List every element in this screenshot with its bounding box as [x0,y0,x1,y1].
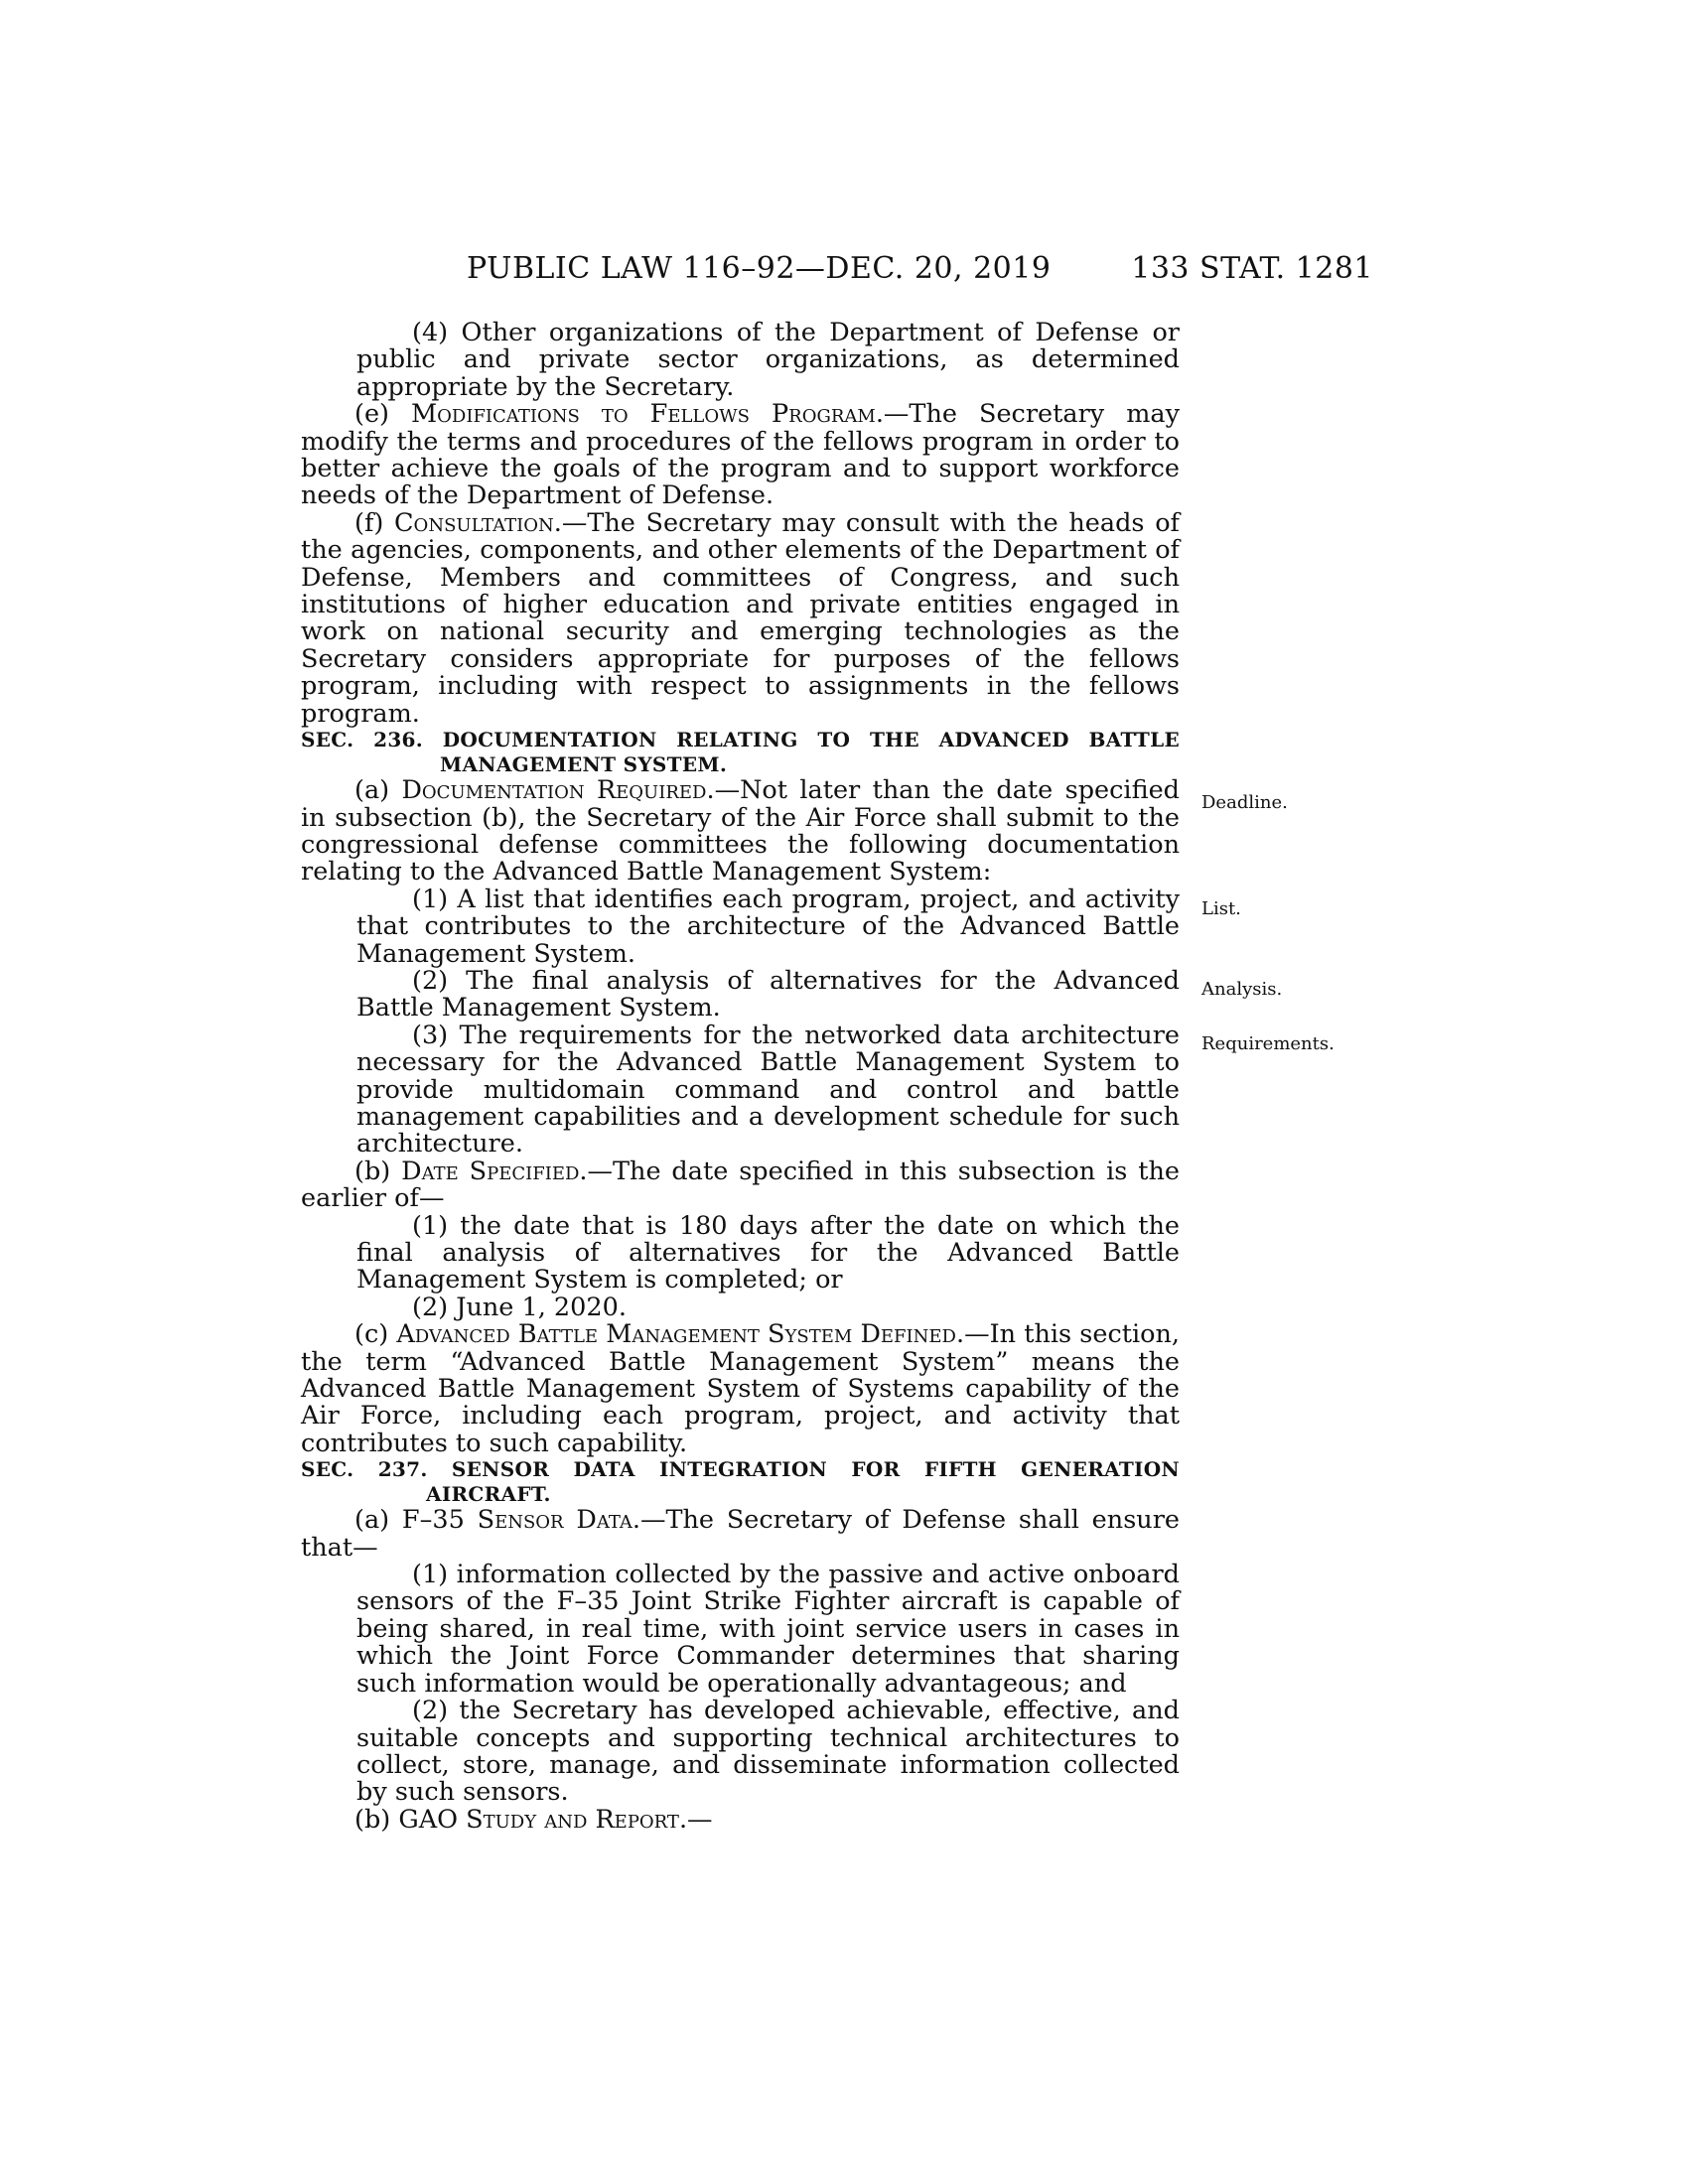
subsection-236-c: (c) Advanced Battle Management System Defined.—In this section, the term “Advanced Battle Management System” means the Advanced Battle Management System of Systems capability of the Air Force, including each program, project, and activity that contributes to such capability. [301,1319,1181,1458]
subsection-heading: GAO Study and Report [398,1804,679,1835]
paragraph-236-a3: (3) The requirements for the networked data architecture necessary for the Advanced Battle Management System to provide multidomain command and control and battle management capabilities and a development schedule for such architecture. [356,1020,1180,1160]
subsection-237-a: (a) F–35 Sensor Data.—The Secretary of Defense shall ensure that— [301,1505,1180,1563]
paragraph-d4: (4) Other organizations of the Department of Defense or public and private sector organizations, as determined appropriate by the Secretary. [356,318,1180,402]
subsection-heading: Documentation Required [401,775,707,806]
subsection-237-b: (b) GAO Study and Report.— [354,1804,713,1835]
margin-note-deadline: Deadline. [1201,792,1288,813]
paragraph-236-a2: (2) The final analysis of alternatives for the Advanced Battle Management System. [356,965,1180,1024]
subsection-heading: Modifications to Fellows Program [411,399,876,430]
margin-note-list: List. [1201,898,1241,919]
public-law-title: PUBLIC LAW 116–92—DEC. 20, 2019 [467,251,1052,286]
paragraph-237-a2: (2) the Secretary has developed achievable, effective, and suitable concepts and supporting technical architectures to collect, store, manage, and disseminate information collected by such sensors. [356,1696,1180,1808]
document-body [301,320,1180,1834]
section-236-heading: SEC. 236. DOCUMENTATION RELATING TO THE ADVANCED BATTLE MANAGEMENT SYSTEM. [301,728,1180,777]
section-237-heading: SEC. 237. SENSOR DATA INTEGRATION FOR FIFTH GENERATION AIRCRAFT. [301,1457,1180,1507]
paragraph-236-b1: (1) the date that is 180 days after the date on which the final analysis of alternatives for the Advanced Battle Management System is completed; or [356,1210,1180,1296]
margin-note-requirements: Requirements. [1201,1033,1335,1054]
subsection-heading: F–35 Sensor Data [401,1505,633,1536]
subsection-236-a: (a) Documentation Required.—Not later than the date specified in subsection (b), the Secretary of the Air Force shall submit to the congressional defense committees the following documentation relating to the Advanced Battle Management System: [301,775,1180,887]
margin-note-analysis: Analysis. [1201,979,1283,1000]
subsection-236-b: (b) Date Specified.—The date specified in this subsection is the earlier of— [301,1156,1181,1214]
paragraph-237-a1: (1) information collected by the passive and active onboard sensors of the F–35 Joint Strike Fighter aircraft is capable of being shared, in real time, with joint service users in cases in which the Joint Force Commander determines that sharing such information would be operationally advantageous; and [356,1560,1180,1699]
subsection-e: (e) Modifications to Fellows Program.—The Secretary may modify the terms and procedures of the fellows program in order to better achieve the goals of the program and to support workforce needs of the Department of Defense. [301,399,1180,511]
statute-page-number: 133 STAT. 1281 [1131,251,1373,286]
paragraph-236-b2: (2) June 1, 2020. [412,1292,627,1322]
paragraph-236-a1: (1) A list that identifies each program, project, and activity that contributes to the architecture of the Advanced Battle Management System. [356,884,1180,969]
subsection-heading: Date Specified [401,1156,580,1186]
page-header [301,251,1373,291]
subsection-heading: Consultation [394,507,554,538]
subsection-f: (f) Consultation.—The Secretary may consult with the heads of the agencies, components, and other elements of the Department of Defense, Members and committees of Congress, and such institutions of higher education and private entities engaged in work on national security and emerging technologies as the Secretary considers appropriate for purposes of the fellows program, including with respect to assignments in the fellows program. [301,507,1180,729]
subsection-heading: Advanced Battle Management System Defined [396,1319,956,1350]
